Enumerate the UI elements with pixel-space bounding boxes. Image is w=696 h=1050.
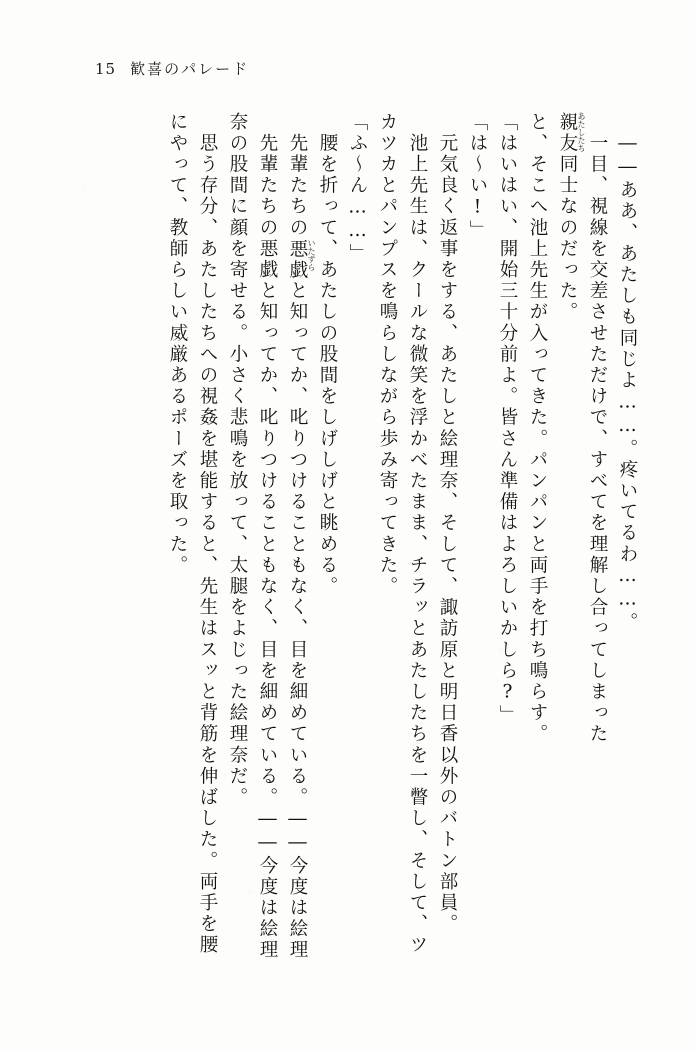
ruby-group (287, 238, 316, 281)
ruby-text: あたしたち (577, 112, 586, 152)
text-line: 池上先生は、クールな微笑を浮かべたまま、チラッとあたしたちを一瞥し、そして、ツ (407, 112, 428, 956)
text-line-ruby (276, 112, 316, 992)
vertical-body-text (60, 112, 636, 992)
text-line: 「ふ～ん……」 (347, 112, 368, 265)
text-line: と、そこへ池上先生が入ってきた。パンパンと両手を打ち鳴らす。 (527, 112, 548, 745)
ruby-base: 悪戯 (287, 238, 308, 281)
text-line: 一目、視線を交差させただけで、すべてを理解し合ってしまった (587, 112, 608, 745)
text-line-head: 先輩たちの (287, 112, 308, 239)
text-line: 先輩たちの悪戯と知ってか、叱りつけることもなく、目を細めている。――今度は絵理 (257, 112, 278, 961)
text-line: 「はいはい、開始三十分前よ。皆さん準備はよろしいかしら?」 (497, 112, 518, 727)
running-title: 歓喜のパレード (130, 60, 250, 78)
page-number: 15 (95, 60, 117, 78)
text-line-ruby (546, 112, 586, 992)
ruby-group (557, 112, 586, 197)
text-line: にやって、教師らしい威厳あるポーズを取った。 (167, 112, 188, 577)
ruby-base: 親友同士 (557, 112, 578, 197)
ruby-text: いたずら (307, 238, 316, 271)
text-line: ――ああ、あたしも同じよ……。疼いてるわ……。 (617, 112, 638, 634)
text-line-tail: なのだった。 (557, 196, 578, 324)
text-line: 腰を折って、あたしの股間をしげしげと眺める。 (317, 112, 338, 598)
text-line: 元気良く返事をする、あたしと絵理奈、そして、諏訪原と明日香以外のバトン部員。 (437, 112, 458, 935)
text-line: 思う存分、あたしたちへの視姦を堪能すると、先生はスッと背筋を伸ばした。両手を腰 (197, 112, 218, 956)
text-line: 奈の股間に顔を寄せる。小さく悲鳴を放って、太腿をよじった絵理奈だ。 (227, 112, 248, 809)
text-line: 「は～い!」 (467, 112, 488, 242)
page-header (95, 58, 249, 79)
text-line: カツカとパンプスを鳴らしながら歩み寄ってきた。 (377, 112, 398, 598)
text-line-tail: と知ってか、叱りつけることもなく、目を細めている。――今度は絵理 (287, 280, 308, 962)
